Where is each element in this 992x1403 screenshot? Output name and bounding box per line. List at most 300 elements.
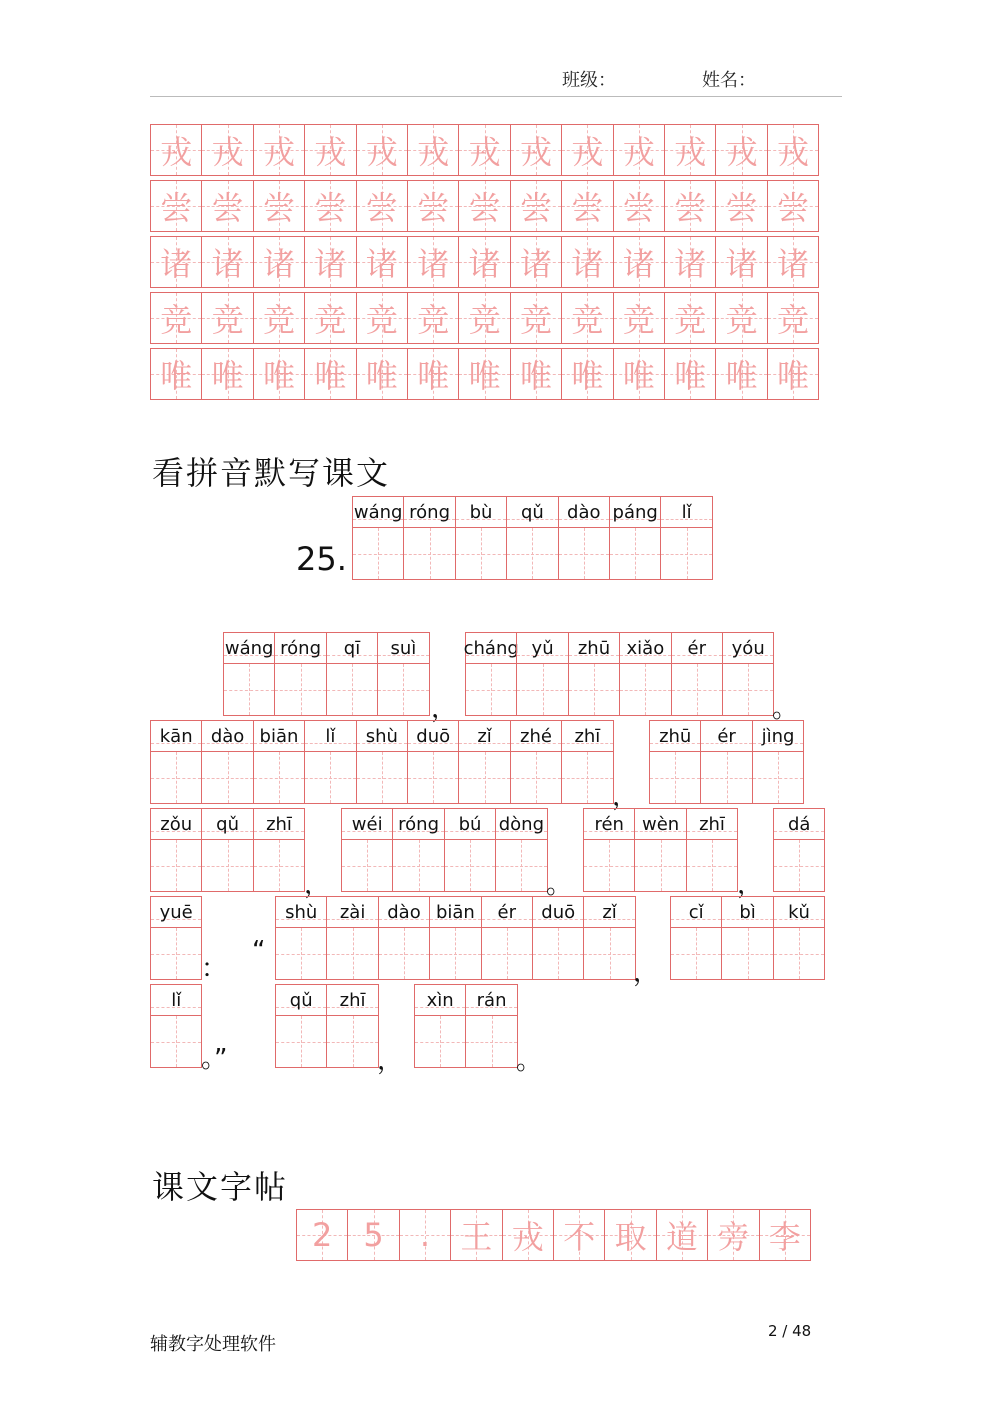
pinyin-text: páng xyxy=(612,501,658,523)
copybook-cell xyxy=(707,1209,759,1261)
pinyin-text: bì xyxy=(739,901,756,923)
hanzi-writing-box[interactable] xyxy=(774,927,824,979)
practice-cell xyxy=(407,124,459,176)
punctuation-mark: “ xyxy=(252,936,266,966)
punctuation-mark: 。” xyxy=(201,1044,228,1074)
hanzi-writing-box[interactable] xyxy=(584,839,634,891)
pinyin-cell[interactable] xyxy=(356,720,408,804)
pinyin-text: biān xyxy=(435,901,475,923)
pinyin-text: yǔ xyxy=(531,637,554,659)
practice-cell xyxy=(407,180,459,232)
pinyin-text: dào xyxy=(567,501,601,523)
practice-char: 戎 xyxy=(417,133,450,171)
practice-cell xyxy=(356,180,408,232)
copybook-char: 取 xyxy=(614,1218,647,1256)
pinyin-cell[interactable] xyxy=(403,496,455,580)
hanzi-writing-box[interactable] xyxy=(327,1015,377,1067)
hanzi-writing-box[interactable] xyxy=(202,751,252,803)
practice-char: 戎 xyxy=(725,133,758,171)
hanzi-writing-box[interactable] xyxy=(753,751,803,803)
practice-cell xyxy=(150,236,202,288)
hanzi-writing-box[interactable] xyxy=(559,527,609,579)
practice-char: 尝 xyxy=(468,189,501,227)
practice-cell xyxy=(253,236,305,288)
lesson-number: 25. xyxy=(296,540,347,578)
practice-char: 诸 xyxy=(519,245,552,283)
practice-char: 尝 xyxy=(519,189,552,227)
practice-char: 唯 xyxy=(365,357,398,395)
practice-cell xyxy=(253,124,305,176)
practice-char: 诸 xyxy=(725,245,758,283)
pinyin-text: cǐ xyxy=(688,901,704,923)
practice-cell xyxy=(767,292,819,344)
practice-char: 戎 xyxy=(160,133,193,171)
hanzi-writing-box[interactable] xyxy=(276,927,326,979)
hanzi-writing-box[interactable] xyxy=(151,927,201,979)
hanzi-writing-box[interactable] xyxy=(305,751,355,803)
pinyin-cell[interactable] xyxy=(326,632,378,716)
hanzi-writing-box[interactable] xyxy=(378,663,428,715)
hanzi-writing-box[interactable] xyxy=(466,663,516,715)
hanzi-writing-box[interactable] xyxy=(151,751,201,803)
pinyin-text: xiǎo xyxy=(626,637,665,659)
pinyin-cell[interactable] xyxy=(455,496,507,580)
pinyin-text: zhī xyxy=(574,725,601,747)
pinyin-cell[interactable] xyxy=(414,984,466,1068)
hanzi-writing-box[interactable] xyxy=(254,839,304,891)
practice-char: 唯 xyxy=(571,357,604,395)
hanzi-writing-box[interactable] xyxy=(151,839,201,891)
copybook-char: 道 xyxy=(665,1218,698,1256)
practice-char: 竞 xyxy=(725,301,758,339)
pinyin-cell[interactable] xyxy=(495,808,547,892)
practice-cell xyxy=(613,292,665,344)
punctuation-mark: 。 xyxy=(516,1046,543,1076)
punctuation-mark: ， xyxy=(612,782,639,812)
pinyin-text: zǐ xyxy=(477,725,492,747)
practice-cell xyxy=(715,124,767,176)
practice-char: 竞 xyxy=(211,301,244,339)
practice-char: 诸 xyxy=(365,245,398,283)
copybook-cell xyxy=(399,1209,451,1261)
pinyin-text: duō xyxy=(416,725,451,747)
pinyin-text: wèn xyxy=(641,813,680,835)
copybook-cell xyxy=(656,1209,708,1261)
copybook-char: 2 xyxy=(312,1216,333,1254)
hanzi-writing-box[interactable] xyxy=(327,927,377,979)
hanzi-writing-box[interactable] xyxy=(342,839,392,891)
practice-cell xyxy=(613,180,665,232)
pinyin-cell[interactable] xyxy=(568,632,620,716)
practice-cell xyxy=(201,292,253,344)
copybook-char: 王 xyxy=(460,1218,493,1256)
practice-char: 唯 xyxy=(468,357,501,395)
practice-char: 诸 xyxy=(262,245,295,283)
punctuation-mark: ： xyxy=(201,954,228,984)
practice-cell xyxy=(407,348,459,400)
footer-software: 辅教字处理软件 xyxy=(150,1334,276,1355)
practice-cell xyxy=(561,180,613,232)
hanzi-writing-box[interactable] xyxy=(224,663,274,715)
hanzi-writing-box[interactable] xyxy=(610,527,660,579)
pinyin-cell[interactable] xyxy=(510,720,562,804)
practice-cell xyxy=(510,348,562,400)
practice-cell xyxy=(458,348,510,400)
pinyin-text: zhé xyxy=(520,725,552,747)
pinyin-cell[interactable] xyxy=(326,896,378,980)
practice-cell xyxy=(253,292,305,344)
pinyin-text: kǔ xyxy=(788,901,810,923)
practice-char: 竞 xyxy=(468,301,501,339)
practice-cell xyxy=(150,292,202,344)
pinyin-cell[interactable] xyxy=(481,896,533,980)
pinyin-text: zhī xyxy=(266,813,292,835)
punctuation-mark: ， xyxy=(737,870,764,900)
pinyin-cell[interactable] xyxy=(201,808,253,892)
practice-char: 戎 xyxy=(776,133,809,171)
practice-char: 尝 xyxy=(365,189,398,227)
copybook-cell xyxy=(296,1209,348,1261)
hanzi-writing-box[interactable] xyxy=(151,1015,201,1067)
pinyin-cell[interactable] xyxy=(721,896,773,980)
practice-cell xyxy=(304,292,356,344)
practice-cell xyxy=(767,180,819,232)
practice-char: 尝 xyxy=(571,189,604,227)
practice-cell xyxy=(150,180,202,232)
practice-cell xyxy=(150,348,202,400)
practice-cell xyxy=(664,348,716,400)
practice-cell xyxy=(458,236,510,288)
practice-cell xyxy=(715,236,767,288)
practice-char: 竞 xyxy=(262,301,295,339)
practice-char: 戎 xyxy=(622,133,655,171)
hanzi-writing-box[interactable] xyxy=(254,751,304,803)
pinyin-cell[interactable] xyxy=(558,496,610,580)
hanzi-writing-box[interactable] xyxy=(584,927,634,979)
copybook-cell xyxy=(604,1209,656,1261)
pinyin-text: zǐ xyxy=(602,901,617,923)
pinyin-text: róng xyxy=(398,813,440,835)
hanzi-writing-box[interactable] xyxy=(430,927,480,979)
practice-cell xyxy=(767,124,819,176)
punctuation-mark: ， xyxy=(633,958,660,988)
pinyin-cell[interactable] xyxy=(253,720,305,804)
pinyin-text: zǒu xyxy=(160,813,193,835)
copybook-char: . xyxy=(419,1216,431,1254)
hanzi-writing-box[interactable] xyxy=(511,751,561,803)
pinyin-text: zhī xyxy=(339,989,366,1011)
pinyin-cell[interactable] xyxy=(619,632,671,716)
practice-char: 竞 xyxy=(417,301,450,339)
hanzi-writing-box[interactable] xyxy=(496,839,546,891)
pinyin-text: shù xyxy=(365,725,398,747)
hanzi-writing-box[interactable] xyxy=(327,663,377,715)
pinyin-cell[interactable] xyxy=(377,632,429,716)
practice-cell xyxy=(253,348,305,400)
practice-char: 竞 xyxy=(519,301,552,339)
pinyin-cell[interactable] xyxy=(671,632,723,716)
pinyin-text: qǔ xyxy=(216,813,239,835)
copybook-char: 5 xyxy=(363,1216,384,1254)
pinyin-cell[interactable] xyxy=(253,808,305,892)
pinyin-text: wáng xyxy=(353,501,403,523)
practice-char: 唯 xyxy=(519,357,552,395)
practice-char: 尝 xyxy=(776,189,809,227)
copybook-cell xyxy=(347,1209,399,1261)
pinyin-cell[interactable] xyxy=(407,720,459,804)
practice-char: 戎 xyxy=(314,133,347,171)
pinyin-text: dào xyxy=(210,725,245,747)
practice-cell xyxy=(561,236,613,288)
pinyin-cell[interactable] xyxy=(444,808,496,892)
practice-cell xyxy=(201,180,253,232)
hanzi-writing-box[interactable] xyxy=(415,1015,465,1067)
pinyin-cell[interactable] xyxy=(649,720,701,804)
pinyin-text: ér xyxy=(497,901,517,923)
practice-char: 戎 xyxy=(571,133,604,171)
page-indicator: 2 / 48 xyxy=(768,1322,812,1340)
pinyin-cell[interactable] xyxy=(561,720,613,804)
pinyin-text: yóu xyxy=(731,637,765,659)
practice-char: 戎 xyxy=(211,133,244,171)
practice-cell xyxy=(664,292,716,344)
pinyin-cell[interactable] xyxy=(223,632,275,716)
hanzi-writing-box[interactable] xyxy=(445,839,495,891)
practice-cell xyxy=(201,348,253,400)
practice-char: 诸 xyxy=(776,245,809,283)
hanzi-writing-box[interactable] xyxy=(408,751,458,803)
hanzi-writing-box[interactable] xyxy=(404,527,454,579)
practice-char: 尝 xyxy=(622,189,655,227)
practice-char: 戎 xyxy=(468,133,501,171)
hanzi-writing-box[interactable] xyxy=(671,927,721,979)
hanzi-writing-box[interactable] xyxy=(466,1015,516,1067)
hanzi-writing-box[interactable] xyxy=(722,927,772,979)
punctuation-mark: ， xyxy=(431,694,458,724)
copybook-cell xyxy=(450,1209,502,1261)
practice-char: 唯 xyxy=(314,357,347,395)
pinyin-text: jìng xyxy=(761,725,795,747)
hanzi-writing-box[interactable] xyxy=(650,751,700,803)
pinyin-cell[interactable] xyxy=(150,808,202,892)
header-divider xyxy=(150,96,842,97)
pinyin-cell[interactable] xyxy=(275,896,327,980)
pinyin-cell[interactable] xyxy=(150,984,202,1068)
pinyin-cell[interactable] xyxy=(429,896,481,980)
section-title-copybook: 课文字帖 xyxy=(152,1168,289,1206)
practice-char: 唯 xyxy=(160,357,193,395)
hanzi-writing-box[interactable] xyxy=(482,927,532,979)
pinyin-cell[interactable] xyxy=(634,808,686,892)
practice-cell xyxy=(304,124,356,176)
copybook-char: 李 xyxy=(768,1218,801,1256)
pinyin-text: ér xyxy=(687,637,707,659)
pinyin-cell[interactable] xyxy=(275,984,327,1068)
practice-char: 尝 xyxy=(314,189,347,227)
hanzi-writing-box[interactable] xyxy=(672,663,722,715)
pinyin-text: dá xyxy=(787,813,811,835)
hanzi-writing-box[interactable] xyxy=(202,839,252,891)
pinyin-cell[interactable] xyxy=(465,632,517,716)
pinyin-cell[interactable] xyxy=(670,896,722,980)
pinyin-cell[interactable] xyxy=(352,496,404,580)
pinyin-cell[interactable] xyxy=(378,896,430,980)
hanzi-writing-box[interactable] xyxy=(635,839,685,891)
hanzi-writing-box[interactable] xyxy=(357,751,407,803)
punctuation-mark: 。 xyxy=(772,694,799,724)
practice-cell xyxy=(715,348,767,400)
practice-char: 尝 xyxy=(211,189,244,227)
pinyin-text: shù xyxy=(285,901,318,923)
hanzi-writing-box[interactable] xyxy=(620,663,670,715)
pinyin-cell[interactable] xyxy=(686,808,738,892)
pinyin-cell[interactable] xyxy=(465,984,517,1068)
hanzi-writing-box[interactable] xyxy=(456,527,506,579)
practice-cell xyxy=(356,124,408,176)
practice-cell xyxy=(715,292,767,344)
pinyin-text: qǔ xyxy=(289,989,313,1011)
pinyin-cell[interactable] xyxy=(660,496,712,580)
practice-char: 竞 xyxy=(776,301,809,339)
practice-char: 唯 xyxy=(262,357,295,395)
pinyin-text: rán xyxy=(476,989,507,1011)
punctuation-mark: 。 xyxy=(546,870,573,900)
pinyin-text: rén xyxy=(594,813,624,835)
pinyin-cell[interactable] xyxy=(583,808,635,892)
hanzi-writing-box[interactable] xyxy=(687,839,737,891)
pinyin-text: wáng xyxy=(224,637,274,659)
pinyin-cell[interactable] xyxy=(392,808,444,892)
pinyin-text: suì xyxy=(390,637,417,659)
hanzi-writing-box[interactable] xyxy=(569,663,619,715)
pinyin-text: zài xyxy=(339,901,366,923)
pinyin-cell[interactable] xyxy=(341,808,393,892)
practice-char: 竞 xyxy=(314,301,347,339)
pinyin-cell[interactable] xyxy=(700,720,752,804)
practice-char: 戎 xyxy=(262,133,295,171)
hanzi-writing-box[interactable] xyxy=(533,927,583,979)
hanzi-writing-box[interactable] xyxy=(353,527,403,579)
practice-char: 尝 xyxy=(417,189,450,227)
pinyin-text: zhū xyxy=(659,725,692,747)
hanzi-writing-box[interactable] xyxy=(459,751,509,803)
copybook-char: 旁 xyxy=(717,1218,750,1256)
pinyin-cell[interactable] xyxy=(458,720,510,804)
hanzi-writing-box[interactable] xyxy=(517,663,567,715)
hanzi-writing-box[interactable] xyxy=(393,839,443,891)
practice-cell xyxy=(458,124,510,176)
practice-char: 诸 xyxy=(468,245,501,283)
practice-cell xyxy=(150,124,202,176)
practice-char: 唯 xyxy=(725,357,758,395)
pinyin-cell[interactable] xyxy=(150,720,202,804)
practice-char: 唯 xyxy=(776,357,809,395)
practice-char: 戎 xyxy=(519,133,552,171)
practice-cell xyxy=(664,124,716,176)
pinyin-cell[interactable] xyxy=(773,896,825,980)
practice-char: 唯 xyxy=(674,357,707,395)
hanzi-writing-box[interactable] xyxy=(774,839,824,891)
pinyin-cell[interactable] xyxy=(304,720,356,804)
practice-cell xyxy=(201,124,253,176)
pinyin-cell[interactable] xyxy=(506,496,558,580)
pinyin-cell[interactable] xyxy=(722,632,774,716)
pinyin-text: lǐ xyxy=(325,725,336,747)
practice-cell xyxy=(458,180,510,232)
practice-char: 竞 xyxy=(160,301,193,339)
pinyin-text: zhū xyxy=(577,637,611,659)
pinyin-text: lǐ xyxy=(171,989,182,1011)
practice-cell xyxy=(664,236,716,288)
pinyin-cell[interactable] xyxy=(516,632,568,716)
pinyin-text: róng xyxy=(280,637,322,659)
practice-char: 唯 xyxy=(417,357,450,395)
pinyin-text: kān xyxy=(159,725,193,747)
hanzi-writing-box[interactable] xyxy=(723,663,773,715)
pinyin-text: dòng xyxy=(498,813,545,835)
practice-char: 戎 xyxy=(365,133,398,171)
practice-cell xyxy=(664,180,716,232)
hanzi-writing-box[interactable] xyxy=(661,527,711,579)
practice-char: 竞 xyxy=(571,301,604,339)
section-title-dictation: 看拼音默写课文 xyxy=(152,454,391,492)
hanzi-writing-box[interactable] xyxy=(276,1015,326,1067)
pinyin-cell[interactable] xyxy=(752,720,804,804)
punctuation-mark: ， xyxy=(304,870,331,900)
pinyin-cell[interactable] xyxy=(326,984,378,1068)
hanzi-writing-box[interactable] xyxy=(379,927,429,979)
practice-cell xyxy=(304,180,356,232)
practice-cell xyxy=(613,124,665,176)
pinyin-text: róng xyxy=(409,501,451,523)
pinyin-text: qī xyxy=(343,637,361,659)
hanzi-writing-box[interactable] xyxy=(562,751,612,803)
copybook-cell xyxy=(553,1209,605,1261)
practice-cell xyxy=(767,236,819,288)
practice-char: 戎 xyxy=(674,133,707,171)
pinyin-text: yuē xyxy=(159,901,193,923)
copybook-cell xyxy=(759,1209,811,1261)
practice-cell xyxy=(561,124,613,176)
hanzi-writing-box[interactable] xyxy=(701,751,751,803)
practice-cell xyxy=(613,236,665,288)
practice-char: 竞 xyxy=(674,301,707,339)
practice-cell xyxy=(356,236,408,288)
practice-cell xyxy=(510,236,562,288)
practice-char: 尝 xyxy=(674,189,707,227)
practice-cell xyxy=(304,236,356,288)
pinyin-cell[interactable] xyxy=(773,808,825,892)
pinyin-text: dào xyxy=(387,901,421,923)
practice-char: 竞 xyxy=(622,301,655,339)
practice-char: 竞 xyxy=(365,301,398,339)
pinyin-cell[interactable] xyxy=(609,496,661,580)
practice-char: 尝 xyxy=(725,189,758,227)
pinyin-text: bú xyxy=(458,813,482,835)
pinyin-cell[interactable] xyxy=(274,632,326,716)
hanzi-writing-box[interactable] xyxy=(275,663,325,715)
pinyin-cell[interactable] xyxy=(583,896,635,980)
practice-char: 诸 xyxy=(160,245,193,283)
practice-cell xyxy=(613,348,665,400)
hanzi-writing-box[interactable] xyxy=(507,527,557,579)
pinyin-cell[interactable] xyxy=(532,896,584,980)
practice-cell xyxy=(201,236,253,288)
practice-char: 诸 xyxy=(571,245,604,283)
practice-cell xyxy=(407,236,459,288)
pinyin-cell[interactable] xyxy=(150,896,202,980)
pinyin-cell[interactable] xyxy=(201,720,253,804)
